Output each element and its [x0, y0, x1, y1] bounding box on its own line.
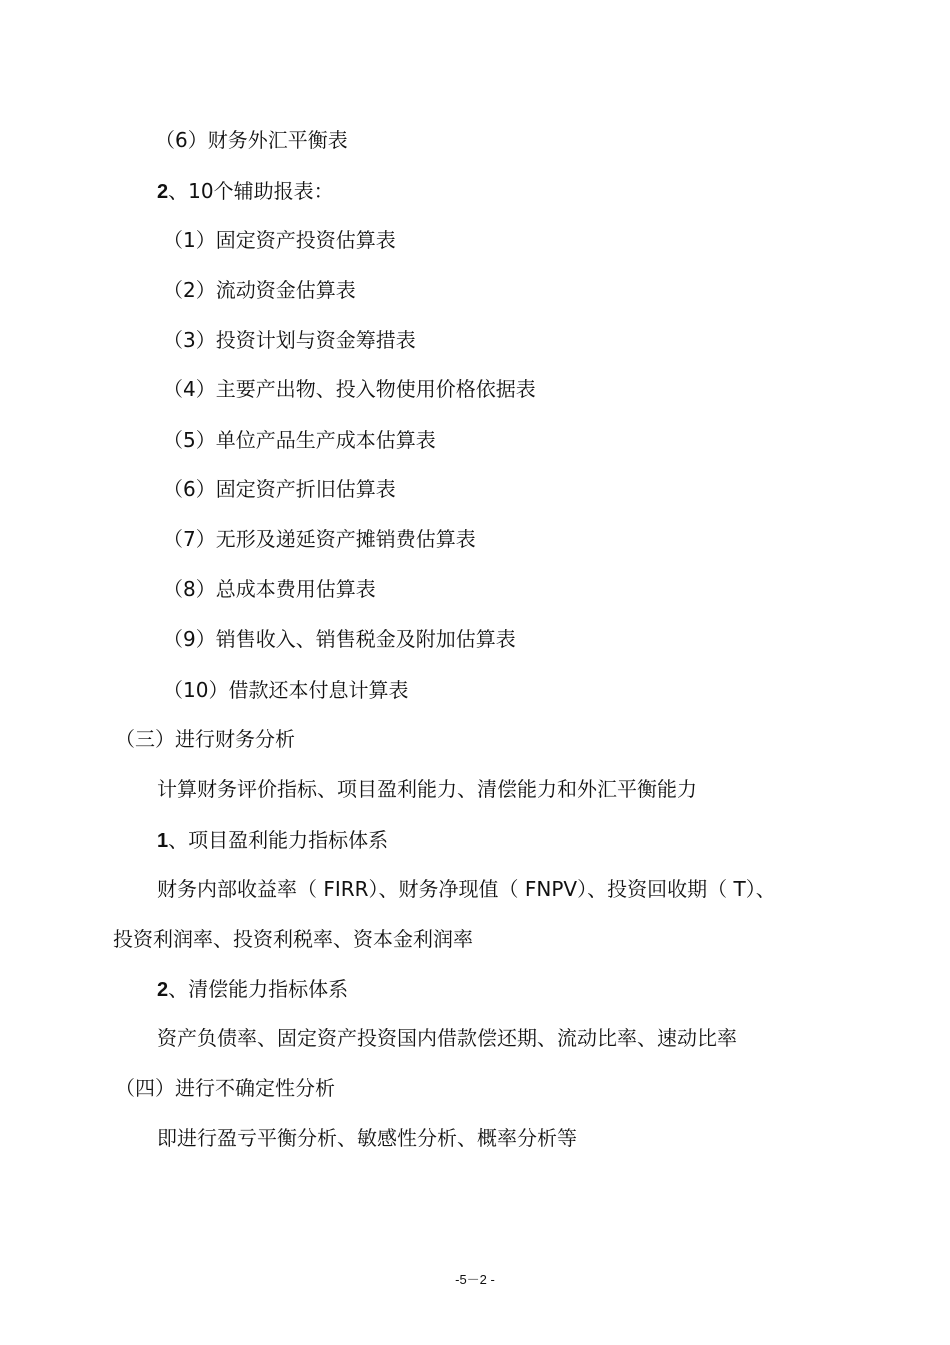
section-heading-uncertainty-analysis: （四）进行不确定性分析: [115, 1076, 335, 1100]
aux-table-item: （8）总成本费用估算表: [163, 577, 376, 601]
aux-table-item: （9）销售收入、销售税金及附加估算表: [163, 627, 516, 651]
heading-number: 1: [157, 830, 169, 852]
heading-text: 、10个辅助报表：: [168, 179, 334, 203]
profitability-heading: [157, 826, 388, 855]
aux-table-item: （1）固定资产投资估算表: [163, 228, 396, 252]
solvency-indicators: 资产负债率、固定资产投资国内借款偿还期、流动比率、速动比率: [157, 1026, 737, 1050]
aux-table-item: （7）无形及递延资产摊销费估算表: [163, 527, 476, 551]
page-number: -5－2 -: [455, 1272, 495, 1287]
aux-table-item: （6）固定资产折旧估算表: [163, 477, 396, 501]
heading-text: 、项目盈利能力指标体系: [168, 828, 389, 852]
aux-table-item: （10）借款还本付息计算表: [163, 678, 409, 702]
heading-text: 、清偿能力指标体系: [168, 977, 349, 1001]
aux-table-item: （3）投资计划与资金筹措表: [163, 328, 416, 352]
aux-table-item: （2）流动资金估算表: [163, 278, 356, 302]
aux-table-item: （5）单位产品生产成本估算表: [163, 428, 436, 452]
table-item-forex-balance: （6）财务外汇平衡表: [155, 128, 348, 152]
profitability-indicators-line: 投资利润率、投资利税率、资本金利润率: [113, 927, 473, 951]
section-heading-financial-analysis: （三）进行财务分析: [115, 727, 295, 751]
profitability-indicators-line: 财务内部收益率（ FIRR）、财务净现值（ FNPV）、投资回收期（ T）、: [157, 877, 776, 901]
section-description: 计算财务评价指标、项目盈利能力、清偿能力和外汇平衡能力: [157, 777, 697, 801]
section-description: 即进行盈亏平衡分析、敏感性分析、概率分析等: [157, 1126, 577, 1150]
heading-number: 2: [157, 979, 169, 1001]
aux-tables-heading: [157, 177, 334, 206]
heading-number: 2: [157, 181, 169, 203]
solvency-heading: [157, 975, 348, 1004]
aux-table-item: （4）主要产出物、投入物使用价格依据表: [163, 377, 536, 401]
